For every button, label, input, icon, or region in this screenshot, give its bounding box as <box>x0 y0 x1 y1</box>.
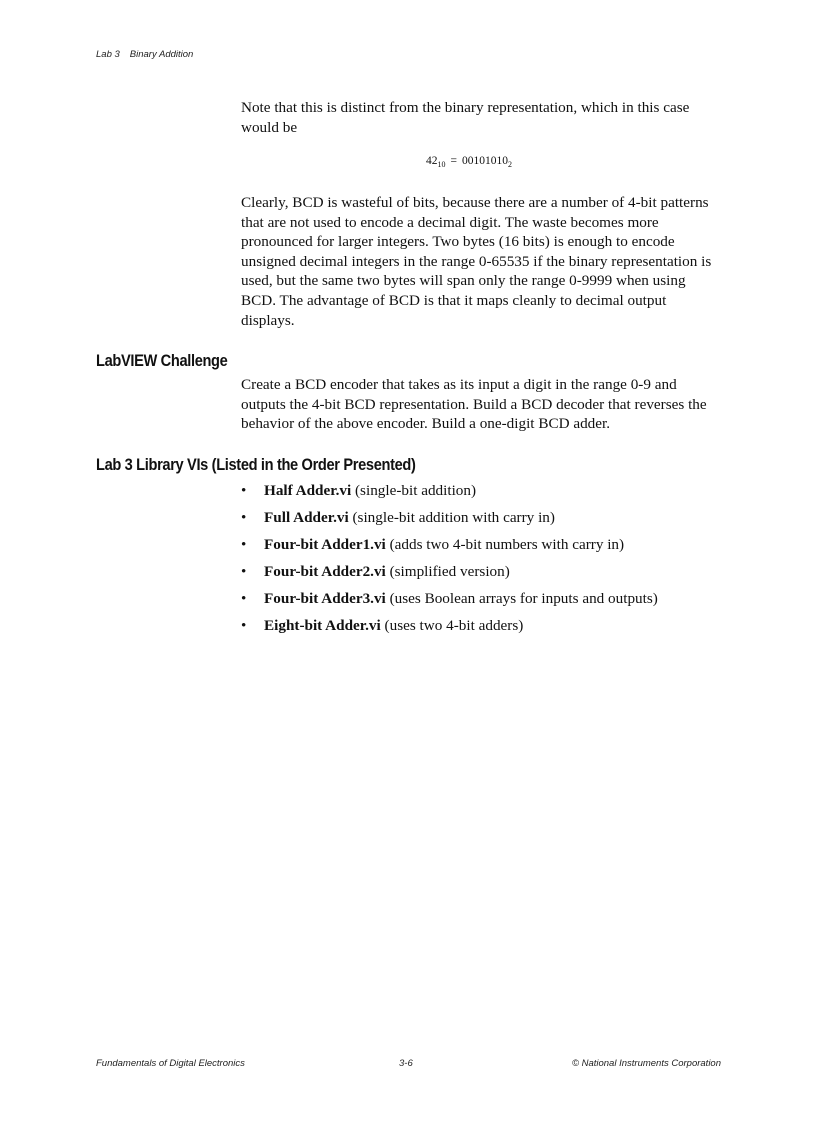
challenge-heading: LabVIEW Challenge <box>96 351 228 370</box>
bcd-waste-paragraph: Clearly, BCD is wasteful of bits, because there are a number of 4-bit patterns that are not used to encode a decimal digit. The waste becomes more pronounced for larger integers. Two bytes (16 bits) is enough to encode unsigned decimal integers in the range 0-65535 if the binary representation is used, but the same two bytes will span only the range 0-9999 when using BCD. The advantage of BCD is that it maps cleanly to decimal output displays. <box>241 194 712 329</box>
library-heading: Lab 3 Library VIs (Listed in the Order Presented) <box>96 455 416 474</box>
equation-lhs-base: 10 <box>437 160 446 169</box>
vi-description: (simplified version) <box>385 563 510 580</box>
list-item <box>241 589 721 616</box>
intro-paragraph: Note that this is distinct from the binary representation, which in this case would be <box>241 99 690 136</box>
bullet-glyph: • <box>241 482 247 499</box>
list-item <box>241 481 721 508</box>
equation-lhs: 42 <box>426 155 438 167</box>
vi-description: (single-bit addition) <box>351 482 477 499</box>
bullet-glyph: • <box>241 563 247 580</box>
bullet-glyph: • <box>241 536 247 553</box>
equation-rhs-base: 2 <box>508 160 512 169</box>
header-lab: Lab 3 <box>96 49 120 60</box>
bullet-glyph: • <box>241 617 247 634</box>
vi-description: (adds two 4-bit numbers with carry in) <box>385 536 625 553</box>
list-item <box>241 616 721 643</box>
equation-operator: = <box>450 155 457 167</box>
vi-description: (uses two 4-bit adders) <box>380 617 524 634</box>
footer-page-number: 3-6 <box>399 1058 413 1069</box>
binary-equation <box>426 155 512 169</box>
vi-name: Four-bit Adder2.vi <box>264 563 386 580</box>
vi-name: Full Adder.vi <box>264 509 349 526</box>
vi-name: Four-bit Adder1.vi <box>264 536 386 553</box>
library-vi-list <box>241 481 721 643</box>
bullet-glyph: • <box>241 590 247 607</box>
footer-copyright: © National Instruments Corporation <box>571 1058 721 1069</box>
footer-book-title: Fundamentals of Digital Electronics <box>96 1058 245 1069</box>
challenge-paragraph: Create a BCD encoder that takes as its input a digit in the range 0-9 and outputs the 4-bit BCD representation. Build a BCD decoder that reverses the behavior of the above encoder. Build a one-digit BCD adder. <box>241 376 707 433</box>
equation-rhs: 00101010 <box>462 155 508 167</box>
header-title: Binary Addition <box>129 49 194 60</box>
list-item <box>241 508 721 535</box>
vi-description: (single-bit addition with carry in) <box>348 509 555 526</box>
vi-description: (uses Boolean arrays for inputs and outputs) <box>385 590 658 607</box>
vi-name: Four-bit Adder3.vi <box>264 590 386 607</box>
vi-name: Half Adder.vi <box>264 482 352 499</box>
running-header <box>96 49 193 60</box>
vi-name: Eight-bit Adder.vi <box>264 617 381 634</box>
list-item <box>241 535 721 562</box>
bullet-glyph: • <box>241 509 247 526</box>
list-item <box>241 562 721 589</box>
